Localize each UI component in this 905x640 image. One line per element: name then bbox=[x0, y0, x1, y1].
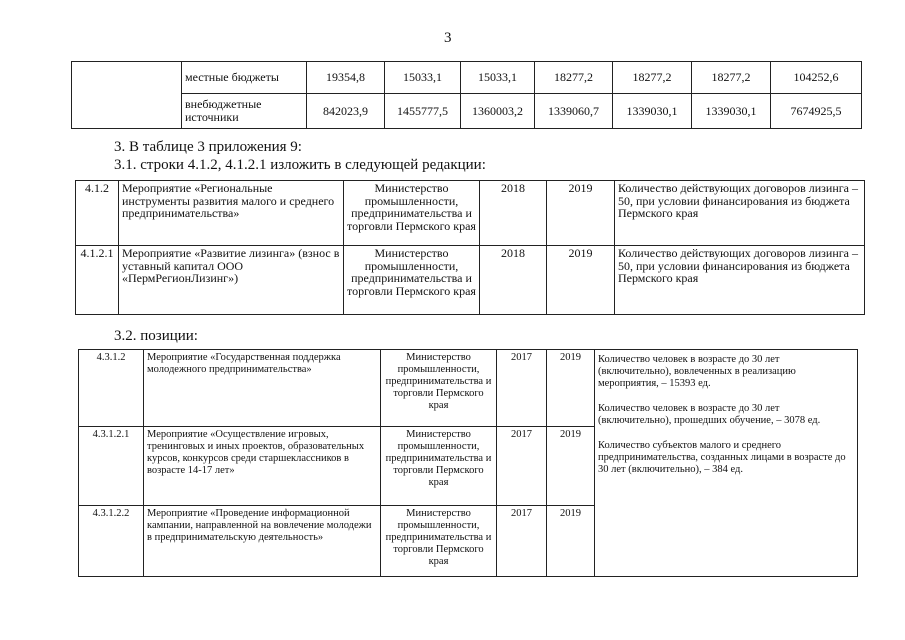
budget-table bbox=[71, 61, 862, 129]
result-text: Количество человек в возрасте до 30 лет (включительно), вовлеченных в реализацию мероприятия, – 15393 ед. bbox=[598, 354, 796, 389]
row-start-year: 2018 bbox=[480, 181, 547, 246]
budget-value: 1339060,7 bbox=[535, 94, 613, 129]
budget-value: 19354,8 bbox=[307, 62, 385, 94]
row-name: Мероприятие «Развитие лизинга» (взнос в уставный капитал ООО «ПермРегионЛизинг») bbox=[119, 246, 344, 315]
table-row bbox=[76, 181, 865, 246]
budget-row-label: местные бюджеты bbox=[182, 62, 307, 94]
row-end-year: 2019 bbox=[547, 246, 615, 315]
row-code: 4.3.1.2.2 bbox=[79, 506, 144, 577]
budget-value: 18277,2 bbox=[692, 62, 771, 94]
budget-value: 18277,2 bbox=[535, 62, 613, 94]
result-text: Количество человек в возрасте до 30 лет (включительно), прошедших обучение, – 3078 ед. bbox=[598, 403, 821, 426]
empty-cell bbox=[72, 62, 182, 129]
positions-table bbox=[78, 349, 858, 577]
row-executor: Министерство промышленности, предпринимательства и торговли Пермского края bbox=[344, 246, 480, 315]
budget-value: 1339030,1 bbox=[692, 94, 771, 129]
row-code: 4.1.2.1 bbox=[76, 246, 119, 315]
budget-value: 104252,6 bbox=[771, 62, 862, 94]
budget-row-label: внебюджетные источники bbox=[182, 94, 307, 129]
budget-row bbox=[72, 62, 862, 94]
section-3-heading: 3. В таблице 3 приложения 9: bbox=[114, 139, 302, 155]
section-3-1-heading: 3.1. строки 4.1.2, 4.1.2.1 изложить в следующей редакции: bbox=[114, 157, 486, 173]
page-number: 3 bbox=[444, 30, 452, 46]
row-name: Мероприятие «Проведение информационной кампании, направленной на вовлечение молодежи в предпринимательскую деятельность» bbox=[144, 506, 381, 577]
budget-value: 842023,9 bbox=[307, 94, 385, 129]
budget-value: 7674925,5 bbox=[771, 94, 862, 129]
row-executor: Министерство промышленности, предпринимательства и торговли Пермского края bbox=[381, 427, 497, 506]
budget-value: 15033,1 bbox=[461, 62, 535, 94]
row-name: Мероприятие «Государственная поддержка молодежного предпринимательства» bbox=[144, 350, 381, 427]
row-name: Мероприятие «Региональные инструменты развития малого и среднего предпринимательства» bbox=[119, 181, 344, 246]
results-cell bbox=[595, 350, 858, 577]
rows-table bbox=[75, 180, 865, 315]
row-code: 4.3.1.2 bbox=[79, 350, 144, 427]
row-start-year: 2017 bbox=[497, 350, 547, 427]
row-result: Количество действующих договоров лизинга – 50, при условии финансирования из бюджета Пермского края bbox=[615, 181, 865, 246]
row-end-year: 2019 bbox=[547, 181, 615, 246]
row-executor: Министерство промышленности, предпринимательства и торговли Пермского края bbox=[381, 506, 497, 577]
row-start-year: 2018 bbox=[480, 246, 547, 315]
result-text: Количество субъектов малого и среднего предпринимательства, созданных лицами в возрасте до 30 лет (включительно), – 384 ед. bbox=[598, 440, 846, 475]
row-end-year: 2019 bbox=[547, 506, 595, 577]
row-executor: Министерство промышленности, предпринимательства и торговли Пермского края bbox=[381, 350, 497, 427]
budget-value: 1455777,5 bbox=[385, 94, 461, 129]
budget-value: 18277,2 bbox=[613, 62, 692, 94]
row-result: Количество действующих договоров лизинга – 50, при условии финансирования из бюджета Пермского края bbox=[615, 246, 865, 315]
row-code: 4.1.2 bbox=[76, 181, 119, 246]
budget-row bbox=[72, 94, 862, 129]
section-3-2-heading: 3.2. позиции: bbox=[114, 328, 198, 344]
row-executor: Министерство промышленности, предпринимательства и торговли Пермского края bbox=[344, 181, 480, 246]
budget-value: 1360003,2 bbox=[461, 94, 535, 129]
row-start-year: 2017 bbox=[497, 427, 547, 506]
row-code: 4.3.1.2.1 bbox=[79, 427, 144, 506]
row-start-year: 2017 bbox=[497, 506, 547, 577]
budget-value: 1339030,1 bbox=[613, 94, 692, 129]
table-row bbox=[79, 350, 858, 427]
row-end-year: 2019 bbox=[547, 427, 595, 506]
row-name: Мероприятие «Осуществление игровых, тренинговых и иных проектов, образовательных курсов, конкурсов среди старшеклассников в возрасте 14-17 лет» bbox=[144, 427, 381, 506]
budget-value: 15033,1 bbox=[385, 62, 461, 94]
row-end-year: 2019 bbox=[547, 350, 595, 427]
table-row bbox=[76, 246, 865, 315]
